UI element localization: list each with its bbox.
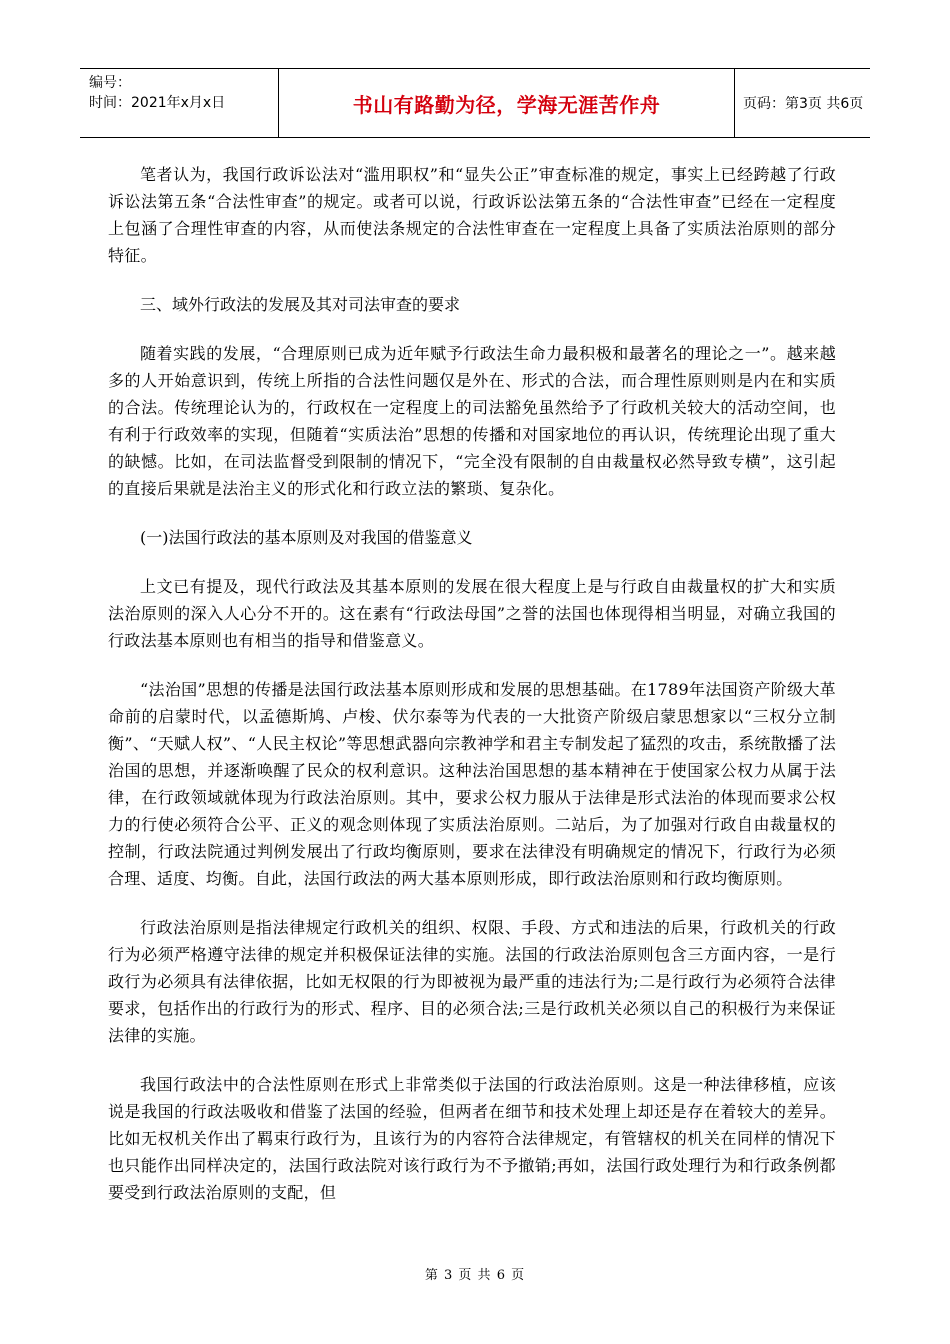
- time-label: 时间：2021年x月x日: [89, 95, 226, 111]
- paragraph-3: 上文已有提及，现代行政法及其基本原则的发展在很大程度上是与行政自由裁量权的扩大和实质法治原则的深入人心分不开的。这在素有“行政法母国”之誉的法国也体现得相当明显，对确立我国的行政法基本原则也有相当的指导和借鉴意义。: [108, 577, 836, 650]
- page-label: 页码：第3页 共6页: [743, 96, 864, 112]
- paragraph-1: 笔者认为，我国行政诉讼法对“滥用职权”和“显失公正”审查标准的规定，事实上已经跨越了行政诉讼法第五条“合法性审查”的规定。或者可以说，行政诉讼法第五条的“合法性审查”已经在一定程度上包涵了合理性审查的内容，从而使法条规定的合法性审查在一定程度上具备了实质法治原则的部分特征。: [108, 165, 836, 265]
- document-body: [108, 161, 836, 1228]
- paragraph-2: 随着实践的发展，“合理原则已成为近年赋予行政法生命力最积极和最著名的理论之一”。越来越多的人开始意识到，传统上所指的合法性问题仅是外在、形式的合法，而合理性原则则是内在和实质的合法。传统理论认为的，行政权在一定程度上的司法豁免虽然给予了行政机关较大的活动空间，也有利于行政效率的实现，但随着“实质法治”思想的传播和对国家地位的再认识，传统理论出现了重大的缺憾。比如，在司法监督受到限制的情况下，“完全没有限制的自由裁量权必然导致专横”，这引起的直接后果就是法治主义的形式化和行政立法的繁琐、复杂化。: [108, 344, 836, 498]
- document-header: [80, 68, 870, 138]
- page-footer: 第 3 页 共 6 页: [424, 1268, 526, 1283]
- paragraph-5: 行政法治原则是指法律规定行政机关的组织、权限、手段、方式和违法的后果，行政机关的行政行为必须严格遵守法律的规定并积极保证法律的实施。法国的行政法治原则包含三方面内容，一是行政行为必须具有法律依据，比如无权限的行为即被视为最严重的违法行为;二是行政行为必须符合法律要求，包括作出的行政行为的形式、程序、目的必须合法;三是行政机关必须以自己的积极行为来保证法律的实施。: [108, 918, 836, 1045]
- header-motto-cell: [279, 69, 735, 137]
- header-page-cell: [735, 69, 870, 137]
- paragraph-6: 我国行政法中的合法性原则在形式上非常类似于法国的行政法治原则。这是一种法律移植，应该说是我国的行政法吸收和借鉴了法国的经验，但两者在细节和技术处理上却还是存在着较大的差异。比如无权机关作出了羁束行政行为，且该行为的内容符合法律规定，有管辖权的机关在同样的情况下也只能作出同样决定的，法国行政法院对该行政行为不予撤销;再如，法国行政处理行为和行政条例都要受到行政法治原则的支配，但: [108, 1075, 836, 1202]
- header-meta-cell: [80, 69, 279, 137]
- section-heading-3: 三、域外行政法的发展及其对司法审查的要求: [140, 295, 461, 314]
- number-label: 编号：: [89, 75, 131, 91]
- motto-text: 书山有路勤为径，学海无涯苦作舟: [352, 92, 661, 117]
- paragraph-4: “法治国”思想的传播是法国行政法基本原则形成和发展的思想基础。在1789年法国资产阶级大革命前的启蒙时代，以孟德斯鸠、卢梭、伏尔泰等为代表的一大批资产阶级启蒙思想家以“三权分立制衡”、“天赋人权”、“人民主权论”等思想武器向宗教神学和君主专制发起了猛烈的攻击，系统散播了法治国的思想，并逐渐唤醒了民众的权利意识。这种法治国思想的基本精神在于使国家公权力从属于法律，在行政领域就体现为行政法治原则。其中，要求公权力服从于法律是形式法治的体现而要求公权力的行使必须符合公平、正义的观念则体现了实质法治原则。二站后，为了加强对行政自由裁量权的控制，行政法院通过判例发展出了行政均衡原则，要求在法律没有明确规定的情况下，行政行为必须合理、适度、均衡。自此，法国行政法的两大基本原则形成，即行政法治原则和行政均衡原则。: [108, 680, 836, 888]
- subsection-heading-1: (一)法国行政法的基本原则及对我国的借鉴意义: [140, 528, 473, 547]
